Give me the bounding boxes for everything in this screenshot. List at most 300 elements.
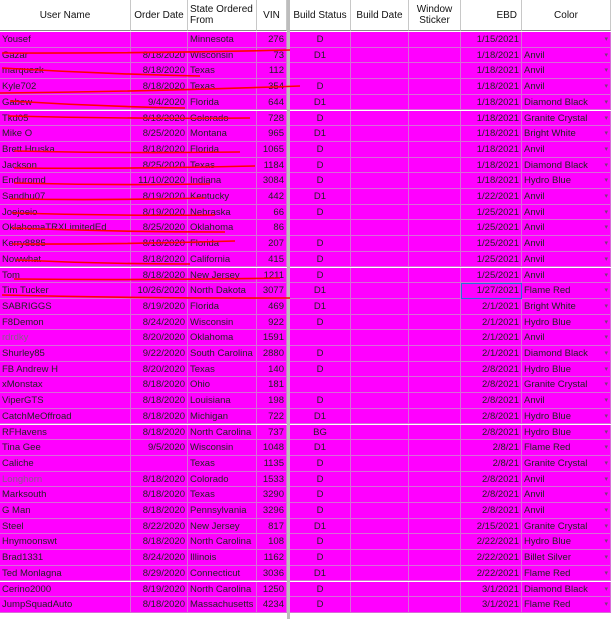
cell-state[interactable]: California [188,252,257,268]
cell-color[interactable]: Anvil ▾ [522,205,611,221]
cell-build-date[interactable] [351,456,409,472]
cell-build-status[interactable]: D [290,205,351,221]
cell-vin[interactable]: 354 [257,79,287,95]
dropdown-arrow-icon[interactable]: ▾ [604,365,608,373]
cell-build-date[interactable] [351,597,409,613]
cell-ebd[interactable]: 2/8/2021 [461,377,522,393]
cell-window-sticker[interactable] [409,472,461,488]
col-header-state[interactable]: State Ordered From [188,0,257,31]
cell-order-date[interactable]: 8/29/2020 [131,566,188,582]
dropdown-arrow-icon[interactable]: ▾ [604,67,608,75]
cell-ebd[interactable]: 3/1/2021 [461,582,522,598]
cell-window-sticker[interactable] [409,409,461,425]
cell-state[interactable]: Oklahoma [188,220,257,236]
cell-vin[interactable]: 737 [257,425,287,441]
cell-color[interactable]: Anvil ▾ [522,79,611,95]
cell-build-status[interactable]: D1 [290,189,351,205]
dropdown-arrow-icon[interactable]: ▾ [604,208,608,216]
cell-window-sticker[interactable] [409,550,461,566]
cell-color[interactable]: Flame Red ▾ [522,440,611,456]
cell-color[interactable]: Hydro Blue ▾ [522,315,611,331]
cell-order-date[interactable]: 8/18/2020 [131,48,188,64]
cell-state[interactable]: Texas [188,487,257,503]
dropdown-arrow-icon[interactable]: ▾ [604,428,608,436]
cell-build-status[interactable]: D [290,487,351,503]
cell-window-sticker[interactable] [409,189,461,205]
dropdown-arrow-icon[interactable]: ▾ [604,177,608,185]
cell-vin[interactable]: 73 [257,48,287,64]
cell-ebd[interactable]: 1/15/2021 [461,32,522,48]
cell-build-status[interactable]: D [290,550,351,566]
cell-build-status[interactable]: D1 [290,126,351,142]
dropdown-arrow-icon[interactable]: ▾ [604,130,608,138]
cell-window-sticker[interactable] [409,487,461,503]
cell-vin[interactable]: 276 [257,32,287,48]
cell-state[interactable]: Florida [188,142,257,158]
cell-order-date[interactable] [131,32,188,48]
cell-window-sticker[interactable] [409,330,461,346]
cell-vin[interactable]: 2880 [257,346,287,362]
cell-order-date[interactable]: 8/18/2020 [131,393,188,409]
cell-build-status[interactable]: D1 [290,409,351,425]
cell-vin[interactable]: 86 [257,220,287,236]
cell-build-date[interactable] [351,330,409,346]
cell-build-status[interactable]: D [290,315,351,331]
cell-user-name[interactable]: Longhorn [0,472,131,488]
cell-state[interactable]: Louisiana [188,393,257,409]
cell-color[interactable]: Anvil ▾ [522,63,611,79]
cell-ebd[interactable]: 2/8/21 [461,456,522,472]
cell-user-name[interactable]: Nowwhat [0,252,131,268]
cell-color[interactable]: Bright White ▾ [522,126,611,142]
cell-vin[interactable]: 415 [257,252,287,268]
dropdown-arrow-icon[interactable]: ▾ [604,51,608,59]
cell-state[interactable]: North Carolina [188,425,257,441]
cell-state[interactable]: Michigan [188,409,257,425]
cell-ebd[interactable]: 1/25/2021 [461,252,522,268]
cell-state[interactable]: Ohio [188,377,257,393]
cell-window-sticker[interactable] [409,111,461,127]
cell-color[interactable]: Hydro Blue ▾ [522,362,611,378]
cell-build-status[interactable] [290,63,351,79]
cell-order-date[interactable]: 8/18/2020 [131,79,188,95]
cell-vin[interactable]: 1184 [257,158,287,174]
cell-ebd[interactable]: 2/8/2021 [461,503,522,519]
cell-color[interactable]: Flame Red ▾ [522,597,611,613]
cell-user-name[interactable]: rdrdky [0,330,131,346]
cell-user-name[interactable]: xMonstax [0,377,131,393]
cell-user-name[interactable]: Tina Gee [0,440,131,456]
cell-build-status[interactable]: D [290,472,351,488]
cell-build-status[interactable]: D [290,393,351,409]
cell-window-sticker[interactable] [409,456,461,472]
cell-build-status[interactable]: D1 [290,299,351,315]
cell-color[interactable]: Granite Crystal ▾ [522,519,611,535]
cell-ebd[interactable]: 2/15/2021 [461,519,522,535]
cell-color[interactable]: Anvil ▾ [522,252,611,268]
cell-build-status[interactable] [290,220,351,236]
cell-state[interactable]: Wisconsin [188,48,257,64]
cell-build-status[interactable]: D1 [290,48,351,64]
cell-ebd[interactable]: 2/22/2021 [461,534,522,550]
cell-state[interactable]: Wisconsin [188,440,257,456]
cell-color[interactable]: Diamond Black ▾ [522,346,611,362]
cell-build-status[interactable]: D1 [290,95,351,111]
cell-build-status[interactable]: D1 [290,283,351,299]
cell-build-status[interactable]: D [290,268,351,284]
cell-color[interactable]: Anvil ▾ [522,503,611,519]
cell-build-status[interactable]: D [290,111,351,127]
cell-build-date[interactable] [351,550,409,566]
cell-build-date[interactable] [351,487,409,503]
cell-ebd[interactable]: 1/22/2021 [461,189,522,205]
cell-ebd[interactable]: 1/25/2021 [461,205,522,221]
cell-state[interactable]: Florida [188,299,257,315]
cell-color[interactable]: Anvil ▾ [522,330,611,346]
cell-build-date[interactable] [351,582,409,598]
cell-vin[interactable]: 198 [257,393,287,409]
cell-window-sticker[interactable] [409,315,461,331]
col-header-order-date[interactable]: Order Date [131,0,188,31]
cell-build-date[interactable] [351,472,409,488]
cell-order-date[interactable]: 8/18/2020 [131,142,188,158]
cell-ebd[interactable]: 2/8/2021 [461,425,522,441]
cell-user-name[interactable]: Tkd05 [0,111,131,127]
cell-color[interactable]: Diamond Black ▾ [522,95,611,111]
cell-color[interactable]: Anvil ▾ [522,48,611,64]
cell-color[interactable]: Flame Red ▾ [522,566,611,582]
cell-vin[interactable]: 4234 [257,597,287,613]
cell-window-sticker[interactable] [409,32,461,48]
cell-ebd[interactable]: 2/1/2021 [461,299,522,315]
cell-build-status[interactable]: D [290,346,351,362]
dropdown-arrow-icon[interactable]: ▾ [604,491,608,499]
dropdown-arrow-icon[interactable]: ▾ [604,459,608,467]
cell-order-date[interactable]: 8/18/2020 [131,472,188,488]
dropdown-arrow-icon[interactable]: ▾ [604,350,608,357]
cell-window-sticker[interactable] [409,299,461,315]
cell-ebd[interactable]: 1/25/2021 [461,268,522,284]
cell-build-date[interactable] [351,299,409,315]
dropdown-arrow-icon[interactable]: ▾ [604,507,608,514]
cell-state[interactable]: North Carolina [188,534,257,550]
cell-color[interactable]: Granite Crystal ▾ [522,377,611,393]
cell-user-name[interactable]: Kerry8885 [0,236,131,252]
cell-build-status[interactable]: D1 [290,566,351,582]
cell-order-date[interactable]: 8/18/2020 [131,268,188,284]
cell-state[interactable]: Florida [188,236,257,252]
cell-ebd[interactable]: 1/18/2021 [461,142,522,158]
cell-state[interactable]: Minnesota [188,32,257,48]
cell-vin[interactable]: 3077 [257,283,287,299]
cell-build-date[interactable] [351,377,409,393]
cell-state[interactable]: Oklahoma [188,330,257,346]
cell-vin[interactable]: 112 [257,63,287,79]
cell-user-name[interactable]: Caliche [0,456,131,472]
dropdown-arrow-icon[interactable]: ▾ [604,554,608,562]
cell-ebd[interactable]: 2/22/2021 [461,566,522,582]
cell-state[interactable]: New Jersey [188,268,257,284]
cell-order-date[interactable] [131,456,188,472]
cell-order-date[interactable]: 8/25/2020 [131,158,188,174]
cell-window-sticker[interactable] [409,534,461,550]
cell-user-name[interactable]: CatchMeOffroad [0,409,131,425]
cell-ebd[interactable]: 1/18/2021 [461,126,522,142]
cell-window-sticker[interactable] [409,236,461,252]
cell-order-date[interactable]: 8/18/2020 [131,409,188,425]
cell-order-date[interactable]: 8/20/2020 [131,362,188,378]
cell-vin[interactable]: 922 [257,315,287,331]
cell-color[interactable]: Anvil ▾ [522,487,611,503]
cell-state[interactable]: Texas [188,362,257,378]
cell-order-date[interactable]: 8/18/2020 [131,377,188,393]
cell-color[interactable]: Anvil ▾ [522,268,611,284]
cell-state[interactable]: Pennsylvania [188,503,257,519]
cell-build-date[interactable] [351,283,409,299]
cell-order-date[interactable]: 8/24/2020 [131,550,188,566]
dropdown-arrow-icon[interactable]: ▾ [604,397,608,405]
cell-ebd[interactable]: 2/8/2021 [461,472,522,488]
cell-window-sticker[interactable] [409,126,461,142]
cell-user-name[interactable]: RFHavens [0,425,131,441]
cell-user-name[interactable]: Marksouth [0,487,131,503]
cell-state[interactable]: Texas [188,456,257,472]
cell-state[interactable]: Connecticut [188,566,257,582]
cell-user-name[interactable]: Tim Tucker [0,283,131,299]
cell-window-sticker[interactable] [409,425,461,441]
cell-build-date[interactable] [351,236,409,252]
cell-user-name[interactable]: Steel [0,519,131,535]
cell-ebd[interactable]: 2/1/2021 [461,346,522,362]
col-header-vin[interactable]: VIN [257,0,287,31]
cell-build-status[interactable]: D [290,158,351,174]
cell-build-status[interactable]: D [290,236,351,252]
cell-vin[interactable]: 469 [257,299,287,315]
cell-ebd[interactable]: 1/18/2021 [461,173,522,189]
cell-window-sticker[interactable] [409,268,461,284]
cell-build-date[interactable] [351,111,409,127]
cell-user-name[interactable]: Kyle702 [0,79,131,95]
cell-build-date[interactable] [351,393,409,409]
cell-window-sticker[interactable] [409,220,461,236]
cell-vin[interactable]: 1065 [257,142,287,158]
cell-build-date[interactable] [351,519,409,535]
cell-ebd[interactable]: 2/8/21 [461,440,522,456]
cell-ebd[interactable]: 1/18/2021 [461,158,522,174]
cell-user-name[interactable]: JumpSquadAuto [0,597,131,613]
cell-state[interactable]: Massachusetts [188,597,257,613]
cell-build-date[interactable] [351,220,409,236]
cell-user-name[interactable]: OklahomaTRXLimitedEd [0,220,131,236]
dropdown-arrow-icon[interactable]: ▾ [604,569,608,577]
dropdown-arrow-icon[interactable]: ▾ [604,412,608,420]
cell-build-date[interactable] [351,315,409,331]
col-header-color[interactable]: Color [522,0,611,31]
cell-build-status[interactable] [290,330,351,346]
cell-user-name[interactable]: Brett Hruska [0,142,131,158]
cell-user-name[interactable]: Hnymoonswt [0,534,131,550]
col-header-ebd[interactable]: EBD [461,0,522,31]
cell-order-date[interactable]: 8/18/2020 [131,236,188,252]
cell-build-status[interactable]: D [290,32,351,48]
cell-vin[interactable]: 3084 [257,173,287,189]
cell-window-sticker[interactable] [409,503,461,519]
cell-vin[interactable]: 817 [257,519,287,535]
cell-window-sticker[interactable] [409,582,461,598]
col-header-user-name[interactable]: User Name [0,0,131,31]
dropdown-arrow-icon[interactable]: ▾ [604,287,608,295]
cell-user-name[interactable]: marquezk [0,63,131,79]
cell-user-name[interactable]: FB Andrew H [0,362,131,378]
cell-ebd[interactable]: 1/25/2021 [461,236,522,252]
cell-order-date[interactable]: 8/25/2020 [131,220,188,236]
dropdown-arrow-icon[interactable]: ▾ [604,36,608,43]
dropdown-arrow-icon[interactable]: ▾ [604,193,608,200]
cell-ebd[interactable]: 2/8/2021 [461,487,522,503]
cell-vin[interactable]: 644 [257,95,287,111]
cell-build-status[interactable]: D [290,503,351,519]
cell-user-name[interactable]: Mike O [0,126,131,142]
cell-state[interactable]: Texas [188,63,257,79]
dropdown-arrow-icon[interactable]: ▾ [604,161,608,169]
cell-color[interactable]: Granite Crystal ▾ [522,456,611,472]
dropdown-arrow-icon[interactable]: ▾ [604,240,608,248]
cell-build-date[interactable] [351,252,409,268]
cell-state[interactable]: Wisconsin [188,315,257,331]
cell-color[interactable]: Hydro Blue ▾ [522,534,611,550]
cell-build-date[interactable] [351,95,409,111]
cell-build-status[interactable]: D [290,173,351,189]
cell-vin[interactable]: 3290 [257,487,287,503]
dropdown-arrow-icon[interactable]: ▾ [604,522,608,530]
cell-build-date[interactable] [351,362,409,378]
cell-build-date[interactable] [351,268,409,284]
col-header-build-date[interactable]: Build Date [351,0,409,31]
cell-order-date[interactable]: 8/18/2020 [131,252,188,268]
cell-ebd[interactable]: 1/18/2021 [461,111,522,127]
cell-window-sticker[interactable] [409,346,461,362]
cell-color[interactable] [522,32,611,48]
cell-order-date[interactable]: 9/4/2020 [131,95,188,111]
cell-user-name[interactable]: Gazar [0,48,131,64]
dropdown-arrow-icon[interactable]: ▾ [604,83,608,91]
dropdown-arrow-icon[interactable]: ▾ [604,224,608,232]
dropdown-arrow-icon[interactable]: ▾ [604,318,608,326]
dropdown-arrow-icon[interactable]: ▾ [604,381,608,389]
cell-window-sticker[interactable] [409,440,461,456]
cell-user-name[interactable]: Tom [0,268,131,284]
cell-order-date[interactable]: 8/18/2020 [131,597,188,613]
cell-build-status[interactable]: D [290,142,351,158]
cell-user-name[interactable]: Gabew [0,95,131,111]
cell-order-date[interactable]: 8/18/2020 [131,503,188,519]
cell-window-sticker[interactable] [409,173,461,189]
cell-ebd[interactable]: 1/18/2021 [461,95,522,111]
cell-build-date[interactable] [351,205,409,221]
cell-order-date[interactable]: 11/10/2020 [131,173,188,189]
cell-color[interactable]: Hydro Blue ▾ [522,173,611,189]
cell-user-name[interactable]: ViperGTS [0,393,131,409]
cell-window-sticker[interactable] [409,48,461,64]
cell-window-sticker[interactable] [409,95,461,111]
cell-build-status[interactable]: BG [290,425,351,441]
frozen-column-divider[interactable] [287,0,290,619]
cell-order-date[interactable]: 9/22/2020 [131,346,188,362]
cell-build-status[interactable]: D [290,597,351,613]
cell-state[interactable]: Colorado [188,111,257,127]
dropdown-arrow-icon[interactable]: ▾ [604,114,608,122]
cell-state[interactable]: Texas [188,158,257,174]
cell-ebd[interactable]: 1/18/2021 [461,48,522,64]
cell-vin[interactable]: 108 [257,534,287,550]
cell-build-status[interactable]: D [290,252,351,268]
cell-state[interactable]: Colorado [188,472,257,488]
cell-build-date[interactable] [351,63,409,79]
cell-build-date[interactable] [351,503,409,519]
dropdown-arrow-icon[interactable]: ▾ [604,334,608,342]
cell-vin[interactable]: 728 [257,111,287,127]
cell-build-date[interactable] [351,534,409,550]
cell-ebd[interactable]: 1/25/2021 [461,220,522,236]
cell-order-date[interactable]: 8/18/2020 [131,487,188,503]
cell-window-sticker[interactable] [409,63,461,79]
cell-user-name[interactable]: Yousef [0,32,131,48]
cell-state[interactable]: New Jersey [188,519,257,535]
cell-build-date[interactable] [351,346,409,362]
cell-order-date[interactable]: 8/18/2020 [131,111,188,127]
cell-build-status[interactable]: D [290,582,351,598]
cell-window-sticker[interactable] [409,283,461,299]
dropdown-arrow-icon[interactable]: ▾ [604,444,608,452]
dropdown-arrow-icon[interactable]: ▾ [604,145,608,153]
cell-color[interactable]: Anvil ▾ [522,220,611,236]
cell-build-date[interactable] [351,440,409,456]
cell-ebd[interactable]: 3/1/2021 [461,597,522,613]
cell-order-date[interactable]: 8/18/2020 [131,425,188,441]
cell-state[interactable]: Illinois [188,550,257,566]
cell-ebd[interactable]: 2/1/2021 [461,315,522,331]
col-header-build-status[interactable]: Build Status [290,0,351,31]
cell-color[interactable]: Anvil ▾ [522,142,611,158]
cell-state[interactable]: North Carolina [188,582,257,598]
cell-window-sticker[interactable] [409,519,461,535]
cell-ebd[interactable]: 2/8/2021 [461,393,522,409]
cell-vin[interactable]: 1533 [257,472,287,488]
cell-build-date[interactable] [351,79,409,95]
cell-ebd[interactable]: 1/27/2021 [461,283,522,299]
dropdown-arrow-icon[interactable]: ▾ [604,475,608,483]
cell-build-date[interactable] [351,566,409,582]
cell-build-date[interactable] [351,158,409,174]
cell-build-date[interactable] [351,48,409,64]
cell-window-sticker[interactable] [409,205,461,221]
col-header-window-sticker[interactable]: Window Sticker [409,0,461,31]
cell-user-name[interactable]: G Man [0,503,131,519]
cell-color[interactable]: Granite Crystal ▾ [522,111,611,127]
cell-order-date[interactable]: 8/25/2020 [131,126,188,142]
cell-build-status[interactable] [290,377,351,393]
cell-vin[interactable]: 722 [257,409,287,425]
cell-color[interactable]: Anvil ▾ [522,393,611,409]
dropdown-arrow-icon[interactable]: ▾ [604,255,608,263]
cell-build-date[interactable] [351,409,409,425]
cell-user-name[interactable]: Shurley85 [0,346,131,362]
cell-color[interactable]: Hydro Blue ▾ [522,409,611,425]
cell-vin[interactable]: 1135 [257,456,287,472]
cell-user-name[interactable]: Enduromd [0,173,131,189]
cell-build-status[interactable]: D [290,362,351,378]
cell-color[interactable]: Diamond Black ▾ [522,582,611,598]
